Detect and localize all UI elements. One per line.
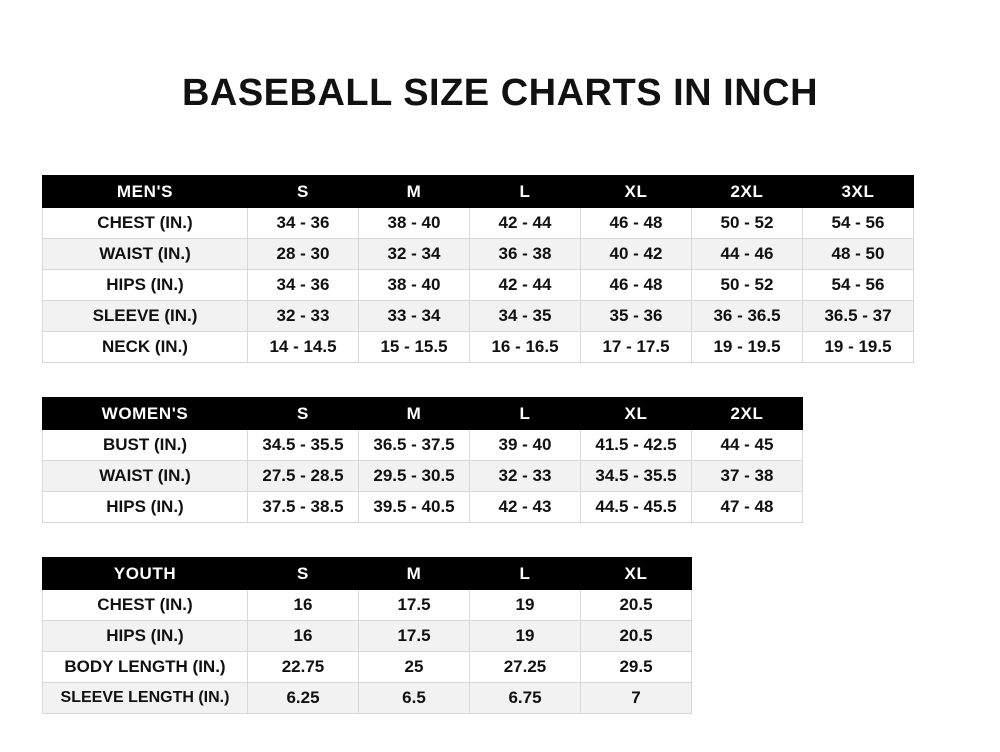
table-cell: 38 - 40 <box>359 270 470 301</box>
womens-size-table <box>42 397 803 523</box>
table-row <box>43 652 692 683</box>
table-cell: 29.5 <box>581 652 692 683</box>
table-cell: 46 - 48 <box>581 208 692 239</box>
row-label: WAIST (IN.) <box>43 239 248 270</box>
column-header: M <box>359 558 470 590</box>
row-label: HIPS (IN.) <box>43 270 248 301</box>
table-cell: 36.5 - 37.5 <box>359 430 470 461</box>
row-label: BUST (IN.) <box>43 430 248 461</box>
table-cell: 25 <box>359 652 470 683</box>
row-label: SLEEVE (IN.) <box>43 301 248 332</box>
table-cell: 40 - 42 <box>581 239 692 270</box>
table-cell: 32 - 34 <box>359 239 470 270</box>
column-header: 2XL <box>692 398 803 430</box>
column-header: XL <box>581 558 692 590</box>
table-cell: 33 - 34 <box>359 301 470 332</box>
table-cell: 36 - 36.5 <box>692 301 803 332</box>
table-cell: 42 - 44 <box>470 208 581 239</box>
table-cell: 44.5 - 45.5 <box>581 492 692 523</box>
table-cell: 54 - 56 <box>803 208 914 239</box>
table-cell: 38 - 40 <box>359 208 470 239</box>
table-cell: 54 - 56 <box>803 270 914 301</box>
table-cell: 50 - 52 <box>692 270 803 301</box>
table-cell: 6.75 <box>470 683 581 714</box>
table-cell: 17 - 17.5 <box>581 332 692 363</box>
table-row <box>43 270 914 301</box>
column-header: L <box>470 398 581 430</box>
row-label: HIPS (IN.) <box>43 621 248 652</box>
table-cell: 19 <box>470 590 581 621</box>
table-cell: 22.75 <box>248 652 359 683</box>
table-cell: 35 - 36 <box>581 301 692 332</box>
table-cell: 15 - 15.5 <box>359 332 470 363</box>
table-cell: 37 - 38 <box>692 461 803 492</box>
table-cell: 17.5 <box>359 590 470 621</box>
table-cell: 28 - 30 <box>248 239 359 270</box>
table-cell: 42 - 44 <box>470 270 581 301</box>
row-label: CHEST (IN.) <box>43 590 248 621</box>
table-cell: 34 - 36 <box>248 270 359 301</box>
row-label: SLEEVE LENGTH (IN.) <box>43 683 248 714</box>
table-cell: 34.5 - 35.5 <box>581 461 692 492</box>
row-label: HIPS (IN.) <box>43 492 248 523</box>
tables-container <box>0 175 1000 714</box>
table-row <box>43 461 803 492</box>
table-cell: 16 <box>248 590 359 621</box>
table-cell: 27.25 <box>470 652 581 683</box>
table-cell: 44 - 45 <box>692 430 803 461</box>
column-header: S <box>248 398 359 430</box>
table-row <box>43 430 803 461</box>
column-header: S <box>248 558 359 590</box>
column-header: 2XL <box>692 176 803 208</box>
table-cell: 14 - 14.5 <box>248 332 359 363</box>
table-cell: 46 - 48 <box>581 270 692 301</box>
column-header: M <box>359 398 470 430</box>
column-header: M <box>359 176 470 208</box>
table-cell: 41.5 - 42.5 <box>581 430 692 461</box>
table-cell: 36 - 38 <box>470 239 581 270</box>
table-cell: 29.5 - 30.5 <box>359 461 470 492</box>
row-label: WAIST (IN.) <box>43 461 248 492</box>
table-cell: 34 - 35 <box>470 301 581 332</box>
column-header: L <box>470 558 581 590</box>
table-cell: 48 - 50 <box>803 239 914 270</box>
table-cell: 39 - 40 <box>470 430 581 461</box>
table-row <box>43 301 914 332</box>
youth-size-table <box>42 557 692 714</box>
table-cell: 36.5 - 37 <box>803 301 914 332</box>
table-cell: 37.5 - 38.5 <box>248 492 359 523</box>
table-row <box>43 683 692 714</box>
column-header: XL <box>581 176 692 208</box>
table-cell: 39.5 - 40.5 <box>359 492 470 523</box>
table-cell: 44 - 46 <box>692 239 803 270</box>
table-cell: 6.25 <box>248 683 359 714</box>
table-cell: 34 - 36 <box>248 208 359 239</box>
table-cell: 47 - 48 <box>692 492 803 523</box>
mens-size-table <box>42 175 914 363</box>
table-header-row <box>43 558 692 590</box>
table-cell: 19 <box>470 621 581 652</box>
column-header: WOMEN'S <box>43 398 248 430</box>
column-header: 3XL <box>803 176 914 208</box>
page-title: BASEBALL SIZE CHARTS IN INCH <box>181 72 819 114</box>
table-cell: 32 - 33 <box>470 461 581 492</box>
row-label: CHEST (IN.) <box>43 208 248 239</box>
table-cell: 20.5 <box>581 590 692 621</box>
table-cell: 19 - 19.5 <box>803 332 914 363</box>
table-row <box>43 621 692 652</box>
table-cell: 16 - 16.5 <box>470 332 581 363</box>
table-row <box>43 332 914 363</box>
row-label: NECK (IN.) <box>43 332 248 363</box>
table-cell: 27.5 - 28.5 <box>248 461 359 492</box>
table-header-row <box>43 398 803 430</box>
table-cell: 42 - 43 <box>470 492 581 523</box>
table-row <box>43 208 914 239</box>
column-header: S <box>248 176 359 208</box>
table-row <box>43 590 692 621</box>
table-cell: 32 - 33 <box>248 301 359 332</box>
table-row <box>43 492 803 523</box>
table-cell: 20.5 <box>581 621 692 652</box>
column-header: XL <box>581 398 692 430</box>
row-label: BODY LENGTH (IN.) <box>43 652 248 683</box>
table-cell: 7 <box>581 683 692 714</box>
table-cell: 17.5 <box>359 621 470 652</box>
column-header: L <box>470 176 581 208</box>
table-row <box>43 239 914 270</box>
column-header: MEN'S <box>43 176 248 208</box>
table-cell: 50 - 52 <box>692 208 803 239</box>
table-cell: 34.5 - 35.5 <box>248 430 359 461</box>
table-cell: 16 <box>248 621 359 652</box>
column-header: YOUTH <box>43 558 248 590</box>
table-cell: 6.5 <box>359 683 470 714</box>
table-header-row <box>43 176 914 208</box>
table-cell: 19 - 19.5 <box>692 332 803 363</box>
